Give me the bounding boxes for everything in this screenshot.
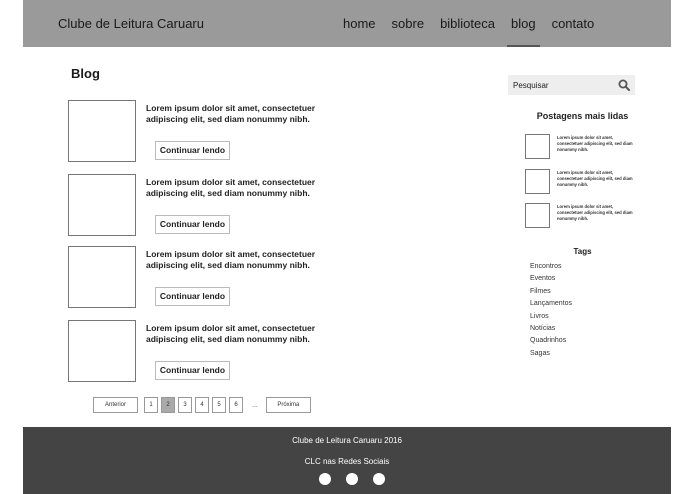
nav-sobre[interactable]: sobre — [391, 16, 425, 31]
nav-blog[interactable]: blog — [503, 0, 544, 47]
popular-post-thumbnail[interactable] — [525, 134, 550, 159]
page-5-button[interactable]: 5 — [212, 397, 226, 413]
popular-post — [525, 134, 635, 160]
page-4-button[interactable]: 4 — [195, 397, 209, 413]
nav-biblioteca[interactable]: biblioteca — [440, 16, 495, 31]
blog-post — [68, 100, 348, 162]
search-icon[interactable] — [618, 79, 630, 91]
page-2-button[interactable]: 2 — [161, 397, 175, 413]
pagination-ellipsis: ... — [252, 401, 258, 409]
popular-post-excerpt[interactable]: Lorem ipsum dolor sit amet, consectetuer adipiscing elit, sed diam nonummy nibh. — [557, 204, 633, 221]
post-excerpt: Lorem ipsum dolor sit amet, consectetuer adipiscing elit, sed diam nonummy nibh. — [146, 323, 316, 344]
social-icon-1[interactable] — [319, 473, 331, 485]
popular-posts-title: Postagens mais lidas — [536, 111, 629, 121]
popular-post — [525, 203, 635, 229]
tag-noticias[interactable]: Notícias — [530, 325, 556, 333]
continue-reading-button[interactable]: Continuar lendo — [155, 361, 230, 380]
post-excerpt: Lorem ipsum dolor sit amet, consectetuer adipiscing elit, sed diam nonummy nibh. — [146, 177, 316, 198]
post-excerpt: Lorem ipsum dolor sit amet, consectetuer adipiscing elit, sed diam nonummy nibh. — [146, 103, 316, 124]
post-excerpt: Lorem ipsum dolor sit amet, consectetuer adipiscing elit, sed diam nonummy nibh. — [146, 249, 316, 270]
popular-post — [525, 169, 635, 195]
page-6-button[interactable]: 6 — [229, 397, 243, 413]
blog-post — [68, 246, 348, 308]
popular-post-thumbnail[interactable] — [525, 169, 550, 194]
tag-lancamentos[interactable]: Lançamentos — [530, 300, 573, 308]
continue-reading-button[interactable]: Continuar lendo — [155, 215, 230, 234]
site-footer — [23, 427, 671, 494]
popular-post-excerpt[interactable]: Lorem ipsum dolor sit amet, consectetuer adipiscing elit, sed diam nonummy nibh. — [557, 170, 633, 187]
page-3-button[interactable]: 3 — [178, 397, 192, 413]
next-page-button[interactable]: Próxima — [266, 397, 311, 413]
post-thumbnail[interactable] — [68, 246, 136, 308]
footer-copyright: Clube de Leitura Caruaru 2016 — [292, 436, 402, 445]
tag-encontros[interactable]: Encontros — [530, 263, 562, 270]
search-input[interactable] — [508, 75, 613, 95]
tag-sagas[interactable]: Sagas — [530, 349, 550, 357]
footer-social-title: CLC nas Redes Sociais — [304, 457, 390, 466]
previous-page-button[interactable]: Anterior — [93, 397, 138, 413]
social-icon-2[interactable] — [346, 473, 358, 485]
popular-post-thumbnail[interactable] — [525, 203, 550, 228]
popular-post-excerpt[interactable]: Lorem ipsum dolor sit amet, consectetuer adipiscing elit, sed diam nonummy nibh. — [557, 135, 633, 152]
nav-home[interactable]: home — [343, 16, 376, 31]
continue-reading-button[interactable]: Continuar lendo — [155, 141, 230, 160]
site-header — [23, 0, 671, 47]
blog-post — [68, 174, 348, 236]
tag-eventos[interactable]: Eventos — [530, 275, 556, 283]
blog-post — [68, 320, 348, 382]
page-1-button[interactable]: 1 — [144, 397, 158, 413]
tags-list — [530, 261, 572, 360]
social-icon-3[interactable] — [373, 473, 385, 485]
search-box — [508, 75, 635, 95]
social-links — [319, 473, 400, 485]
main-nav — [335, 0, 602, 47]
site-brand[interactable]: Clube de Leitura Caruaru — [58, 16, 204, 31]
page-title: Blog — [71, 66, 100, 81]
tag-filmes[interactable]: Filmes — [530, 287, 551, 295]
tag-livros[interactable]: Livros — [530, 312, 549, 320]
continue-reading-button[interactable]: Continuar lendo — [155, 287, 230, 306]
nav-contato[interactable]: contato — [551, 16, 595, 31]
pagination — [93, 397, 314, 413]
post-thumbnail[interactable] — [68, 320, 136, 382]
tag-quadrinhos[interactable]: Quadrinhos — [530, 337, 567, 345]
post-thumbnail[interactable] — [68, 174, 136, 236]
tags-title: Tags — [573, 247, 592, 256]
post-thumbnail[interactable] — [68, 100, 136, 162]
